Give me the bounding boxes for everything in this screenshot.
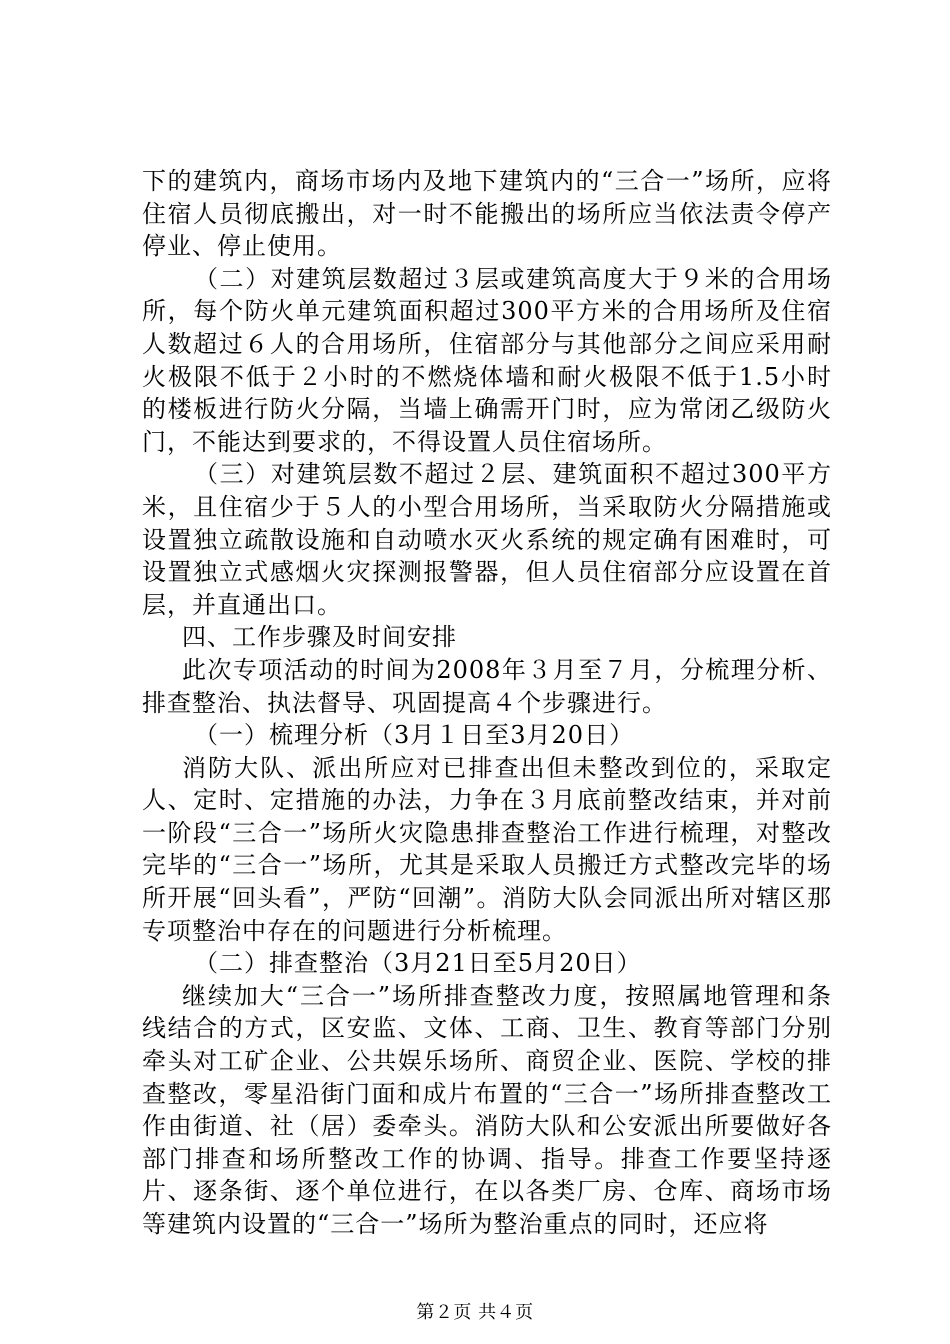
subheading-sorting-analysis: （一）梳理分析（3月１日至3月20日） bbox=[194, 721, 635, 750]
subheading-inspection-rectification: （二）排查整治（3月21日至5月20日） bbox=[194, 949, 642, 978]
section-heading-steps: 四、工作步骤及时间安排 bbox=[182, 623, 457, 652]
paragraph-continuation: 下的建筑内，商场市场内及地下建筑内的“三合一”场所，应将住宿人员彻底搬出，对一时不能搬出的场所应当依法责令停产停业、停止使用。 bbox=[142, 167, 832, 261]
paragraph-schedule-overview: 此次专项活动的时间为2008年３月至７月，分梳理分析、排查整治、执法督导、巩固提高４个步骤进行。 bbox=[142, 655, 832, 717]
document-body bbox=[142, 165, 832, 1241]
page-number-footer: 第２页 共４页 bbox=[416, 1302, 534, 1323]
paragraph-item-three: （三）对建筑层数不超过２层、建筑面积不超过300平方米，且住宿少于５人的小型合用场所，当采取防火分隔措施或设置独立疏散设施和自动喷水灭火系统的规定确有困难时，可设置独立式感烟火灾探测报警器，但人员住宿部分应设置在首层，并直通出口。 bbox=[142, 460, 832, 619]
paragraph-sorting-analysis: 消防大队、派出所应对已排查出但未整改到位的，采取定人、定时、定措施的办法，力争在３月底前整改结束，并对前一阶段“三合一”场所火灾隐患排查整治工作进行梳理，对整改完毕的“三合一”场所，尤其是采取人员搬迁方式整改完毕的场所开展“回头看”，严防“回潮”。消防大队会同派出所对辖区那专项整治中存在的问题进行分析梳理。 bbox=[142, 753, 832, 945]
paragraph-inspection-rectification: 继续加大“三合一”场所排查整改力度，按照属地管理和条线结合的方式，区安监、文体、工商、卫生、教育等部门分别牵头对工矿企业、公共娱乐场所、商贸企业、医院、学校的排查整改，零星沿街门面和成片布置的“三合一”场所排查整改工作由街道、社（居）委牵头。消防大队和公安派出所要做好各部门排查和场所整改工作的协调、指导。排查工作要坚持逐片、逐条街、逐个单位进行，在以各类厂房、仓库、商场市场等建筑内设置的“三合一”场所为整治重点的同时，还应将 bbox=[142, 981, 832, 1238]
paragraph-item-two: （二）对建筑层数超过３层或建筑高度大于９米的合用场所，每个防火单元建筑面积超过300平方米的合用场所及住宿人数超过６人的合用场所，住宿部分与其他部分之间应采用耐火极限不低于２小时的不燃烧体墙和耐火极限不低于1.5小时的楼板进行防火分隔，当墙上确需开门时，应为常闭乙级防火门，不能达到要求的，不得设置人员住宿场所。 bbox=[142, 264, 832, 456]
